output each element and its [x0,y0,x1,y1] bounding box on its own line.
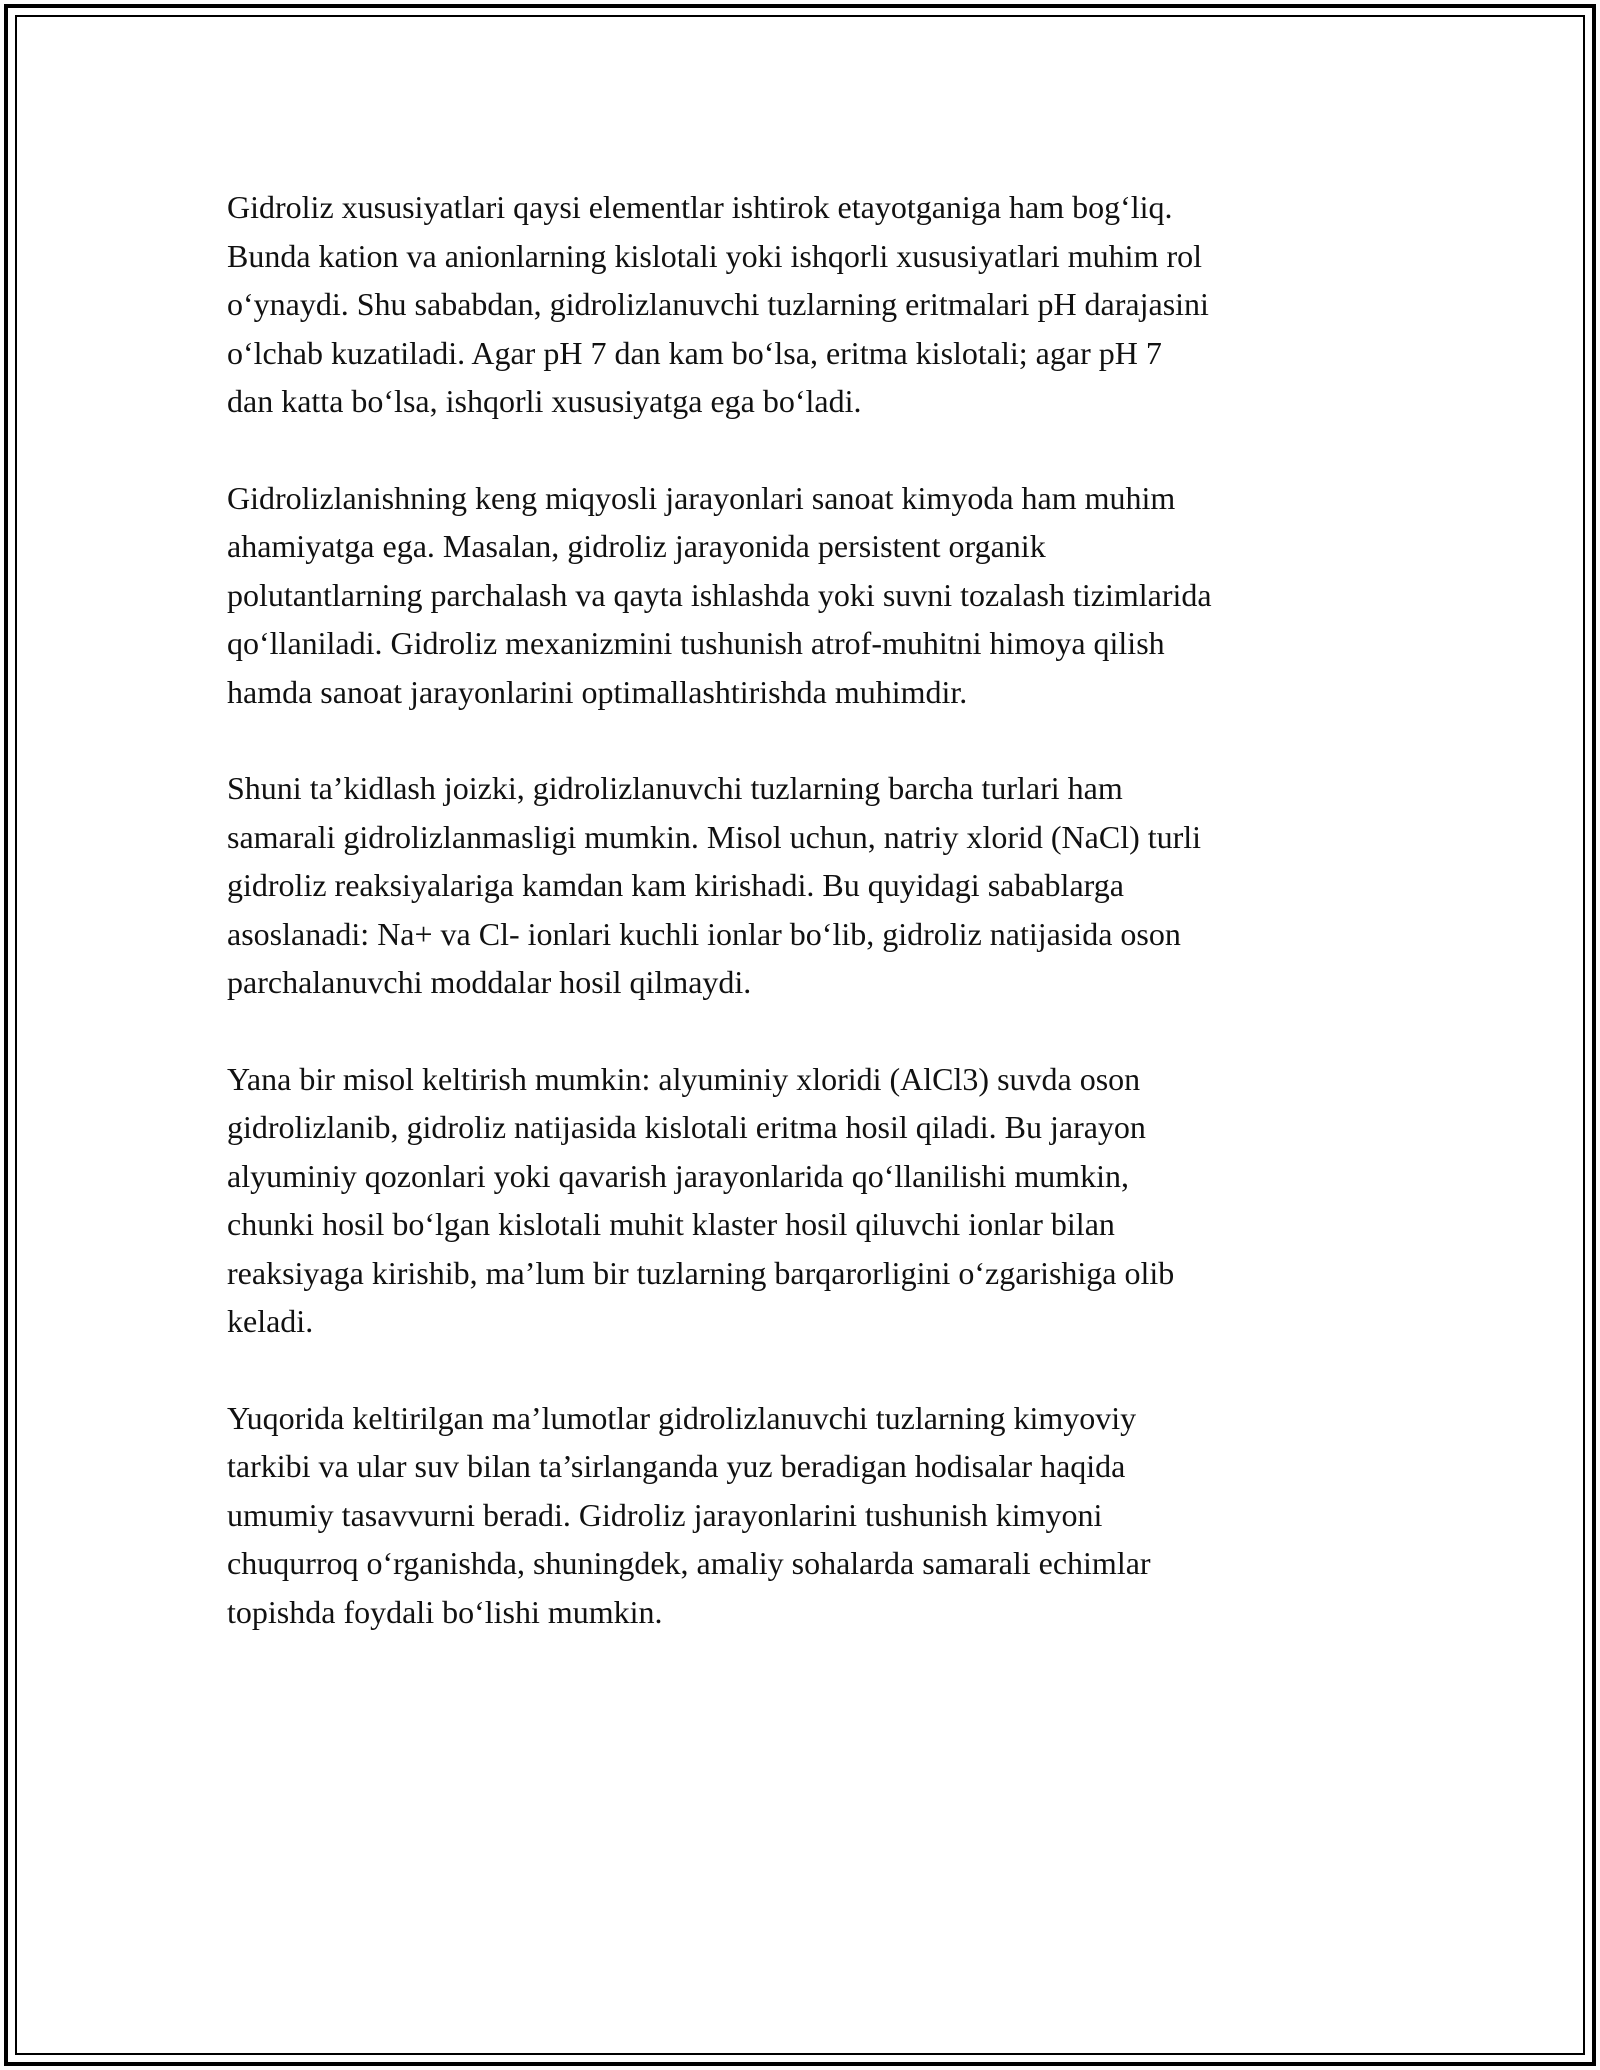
paragraph-industrial-hydrolysis: Gidrolizlanishning keng miqyosli jarayonlari sanoat kimyoda ham muhim ahamiyatga ega. Masalan, gidroliz jarayonida persistent organik polutantlarning parchalash va qayta ishlashda yoki suvni tozalash tizimlarida qo‘llaniladi. Gidroliz mexanizmini tushunish atrof-muhitni himoya qilish hamda sanoat jarayonlarini optimallashtirishda muhimdir. [227,479,1212,710]
paragraph-nacl-example: Shuni ta’kidlash joizki, gidrolizlanuvchi tuzlarning barcha turlari ham samarali gidrolizlanmasligi mumkin. Misol uchun, natriy xlorid (NaCl) turli gidroliz reaksiyalariga kamdan kam kirishadi. Bu quyidagi sabablarga asoslanadi: Na+ va Cl- ionlari kuchli ionlar bo‘lib, gidroliz natijasida oson parchalanuvchi moddalar hosil qilmaydi. [227,770,1202,1000]
paragraph-alcl3-example: Yana bir misol keltirish mumkin: alyuminiy xloridi (AlCl3) suvda oson gidrolizlanib, gidroliz natijasida kislotali eritma hosil qiladi. Bu jarayon alyuminiy qozonlari yoki qavarish jarayonlarida qo‘llanilishi mumkin, chunki hosil bo‘lgan kislotali muhit klaster hosil qiluvchi ionlar bilan reaksiyaga kirishib, ma’lum bir tuzlarning barqarorligini o‘zgarishiga olib keladi. [227,1060,1175,1339]
paragraph-conclusion: Yuqorida keltirilgan ma’lumotlar gidrolizlanuvchi tuzlarning kimyoviy tarkibi va ular suv bilan ta’sirlanganda yuz beradigan hodisalar haqida umumiy tasavvurni beradi. Gidroliz jarayonlarini tushunish kimyoni chuqurroq o‘rganishda, shuningdek, amaliy sohalarda samarali echimlar topishda foydali bo‘lishi mumkin. [227,1399,1151,1630]
document-body [227,183,1387,1684]
paragraph-hydrolysis-properties: Gidroliz xususiyatlari qaysi elementlar ishtirok etayotganiga ham bog‘liq. Bunda kation va anionlarning kislotali yoki ishqorli xususiyatlari muhim rol o‘ynaydi. Shu sababdan, gidrolizlanuvchi tuzlarning eritmalari pH darajasini o‘lchab kuzatiladi. Agar pH 7 dan kam bo‘lsa, eritma kislotali; agar pH 7 dan katta bo‘lsa, ishqorli xususiyatga ega bo‘ladi. [227,189,1209,419]
